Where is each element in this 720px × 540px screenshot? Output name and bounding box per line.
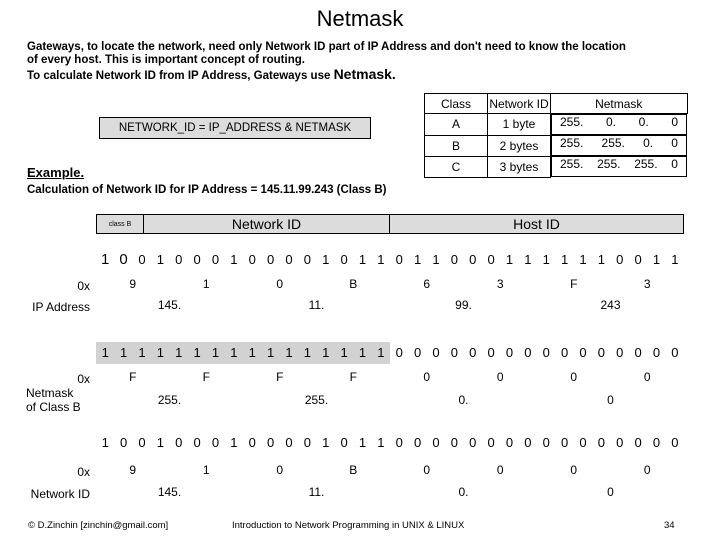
bit: 0	[175, 435, 183, 450]
hex-digit: 0	[276, 277, 284, 291]
mask-hex-row	[96, 370, 684, 386]
page-number: 34	[664, 520, 675, 531]
bit: 0	[671, 435, 679, 450]
bit: 0	[119, 251, 128, 268]
bit: 1	[579, 252, 587, 267]
header-class: Class	[425, 94, 488, 114]
bit: 0	[266, 252, 275, 267]
mask-octet: 255.	[560, 157, 584, 171]
hex-digit: 0	[643, 370, 651, 384]
network-id-cell: 3 bytes	[488, 156, 551, 177]
bit: 0	[303, 435, 311, 450]
bit: 0	[395, 252, 403, 267]
bit: 0	[119, 435, 128, 450]
bit: 1	[156, 435, 164, 450]
mask-octet: 0	[671, 115, 678, 129]
mask-octet: 255.	[601, 136, 625, 150]
bit: 1	[230, 252, 238, 267]
class-tag: class B	[96, 214, 144, 234]
hex-digit: F	[570, 277, 578, 291]
intro-netmask-word: Netmask.	[333, 66, 396, 82]
class-cell: C	[425, 156, 488, 177]
bit: 0	[487, 252, 495, 267]
host-id-field: Host ID	[390, 214, 684, 234]
bit: 1	[413, 252, 422, 267]
bit: 0	[524, 345, 532, 360]
bit: 1	[261, 342, 279, 364]
bit: 0	[616, 435, 624, 450]
formula-box: NETWORK_ID = IP_ADDRESS & NETMASK	[99, 117, 371, 139]
bit: 0	[193, 435, 201, 450]
bit: 0	[560, 345, 569, 360]
bit: 1	[156, 252, 164, 267]
bit: 0	[542, 435, 550, 450]
network-id-cell: 1 byte	[488, 114, 551, 136]
bit: 1	[353, 342, 371, 364]
decimal-octet: 145.	[157, 485, 182, 499]
hex-digit: 0	[643, 463, 651, 477]
hex-digit: 0	[496, 463, 504, 477]
footer-course: Introduction to Network Programming in UNIX & LINUX	[232, 520, 465, 531]
decimal-octet: 11.	[308, 298, 325, 312]
ip-hex-prefix: 0x	[77, 279, 90, 293]
intro-line-2: of every host. This is important concept of routing.	[27, 54, 305, 66]
hex-digit: 0	[570, 370, 578, 384]
network-id-field: Network ID	[144, 214, 390, 234]
ip-bits	[96, 249, 684, 271]
netid-bits-row	[96, 432, 684, 454]
hex-digit: 1	[202, 463, 210, 477]
hex-digit: B	[349, 277, 358, 291]
bit: 0	[432, 435, 440, 450]
bit: 1	[133, 342, 151, 364]
class-row-b	[425, 135, 688, 156]
netmask-class-label: of Class B	[26, 400, 81, 414]
bit: 0	[616, 252, 624, 267]
bit: 0	[652, 345, 661, 360]
bit: 1	[335, 342, 353, 364]
decimal-octet: 0.	[458, 485, 469, 499]
bit: 0	[248, 252, 256, 267]
bit: 1	[298, 342, 316, 364]
bit: 1	[372, 342, 390, 364]
bit: 0	[634, 345, 642, 360]
page-title: Netmask	[316, 6, 404, 31]
footer-author: © D.Zinchin [zinchin@gmail.com]	[28, 520, 169, 531]
mask-octet: 255.	[597, 157, 621, 171]
header-network-id: Network ID	[488, 94, 551, 114]
bit: 0	[579, 435, 587, 450]
bit: 0	[340, 252, 348, 267]
bit: 0	[579, 345, 587, 360]
hex-digit: F	[129, 370, 137, 384]
bit: 0	[542, 345, 550, 360]
decimal-octet: 145.	[157, 298, 182, 312]
bit: 1	[151, 342, 169, 364]
bit: 0	[248, 435, 256, 450]
hex-digit: 9	[129, 277, 137, 291]
class-cell: B	[425, 135, 488, 156]
class-table-header	[425, 94, 688, 114]
bit: 1	[101, 251, 110, 268]
hex-digit: F	[349, 370, 357, 384]
bit: 1	[317, 342, 335, 364]
bit: 0	[505, 435, 514, 450]
netmask-cell	[551, 114, 687, 135]
bit: 0	[395, 435, 403, 450]
mask-hex-prefix: 0x	[77, 372, 90, 386]
mask-decimal-row	[96, 393, 684, 409]
ip-address-label: IP Address	[32, 300, 90, 314]
bit: 0	[634, 252, 642, 267]
hex-digit: 0	[496, 370, 504, 384]
bit: 0	[634, 435, 642, 450]
bit: 1	[652, 252, 661, 267]
mask-octet: 0.	[643, 136, 654, 150]
bit: 1	[560, 252, 569, 267]
decimal-octet: 0	[607, 485, 614, 499]
bit: 1	[188, 342, 206, 364]
bit: 0	[138, 435, 146, 450]
mask-octet: 255.	[560, 115, 584, 129]
bit: 0	[487, 345, 495, 360]
bit: 0	[450, 435, 458, 450]
hex-digit: 0	[423, 370, 431, 384]
decimal-octet: 255.	[157, 393, 182, 407]
hex-digit: 0	[276, 463, 284, 477]
bit: 1	[96, 342, 114, 364]
netid-hex-row	[96, 463, 684, 479]
bit: 0	[285, 435, 293, 450]
hex-digit: B	[349, 463, 358, 477]
ip-hex-row	[96, 277, 684, 293]
bit: 0	[395, 345, 403, 360]
bit: 1	[377, 252, 385, 267]
bit: 0	[597, 435, 605, 450]
bit: 1	[322, 252, 330, 267]
network-id-label: Network ID	[30, 487, 90, 501]
mask-octet: 0	[671, 136, 678, 150]
bit: 0	[469, 252, 477, 267]
network-id-cell: 2 bytes	[488, 135, 551, 156]
example-heading: Example.	[27, 165, 85, 180]
bit: 0	[413, 345, 422, 360]
bit: 1	[225, 342, 243, 364]
netmask-cell	[551, 156, 687, 177]
netid-bits	[96, 432, 684, 454]
bit: 1	[101, 435, 109, 450]
header-netmask: Netmask	[551, 94, 688, 114]
bit: 0	[616, 345, 624, 360]
bit: 1	[597, 252, 605, 267]
bit: 0	[340, 435, 348, 450]
bit: 1	[206, 342, 224, 364]
bit: 1	[505, 252, 514, 267]
bit: 0	[285, 252, 293, 267]
hex-digit: 1	[202, 277, 210, 291]
bit: 0	[505, 345, 514, 360]
mask-octet: 255.	[560, 136, 584, 150]
bit: 0	[211, 252, 220, 267]
bit: 1	[358, 252, 367, 267]
bit: 0	[671, 345, 679, 360]
class-row-c	[425, 156, 688, 177]
netmask-label: Netmask	[26, 386, 74, 400]
hex-digit: 3	[643, 277, 651, 291]
bit: 0	[211, 435, 220, 450]
mask-octet: 255.	[634, 157, 658, 171]
mask-bits	[96, 342, 684, 364]
bit: 1	[322, 435, 330, 450]
hex-digit: 0	[570, 463, 578, 477]
hex-digit: F	[276, 370, 284, 384]
ip-bits-row	[96, 249, 684, 271]
bit: 0	[469, 345, 477, 360]
hex-digit: 9	[129, 463, 137, 477]
bit: 0	[469, 435, 477, 450]
bit: 1	[524, 252, 532, 267]
netid-hex-prefix: 0x	[77, 465, 90, 479]
decimal-octet: 0.	[458, 393, 469, 407]
bit: 0	[303, 252, 311, 267]
class-row-a	[425, 114, 688, 136]
mask-bits-row	[96, 342, 684, 364]
bit: 0	[432, 345, 440, 360]
bit: 0	[266, 435, 275, 450]
class-table	[424, 93, 688, 178]
bit: 1	[114, 342, 132, 364]
decimal-octet: 99.	[455, 298, 472, 312]
bit: 0	[652, 435, 661, 450]
decimal-octet: 243	[600, 298, 621, 312]
intro-line-3	[27, 66, 396, 82]
bit: 0	[560, 435, 569, 450]
bit: 1	[432, 252, 440, 267]
bit: 1	[170, 342, 188, 364]
bit: 0	[193, 252, 201, 267]
netid-decimal-row	[96, 485, 684, 501]
bit: 0	[597, 345, 605, 360]
bit: 1	[230, 435, 238, 450]
bit: 0	[138, 252, 146, 267]
bit: 1	[358, 435, 367, 450]
bit: 1	[671, 252, 679, 267]
bit: 1	[243, 342, 261, 364]
hex-digit: F	[202, 370, 210, 384]
intro-line-3-text: To calculate Network ID from IP Address, Gateways use	[27, 70, 334, 82]
decimal-octet: 255.	[304, 393, 329, 407]
decimal-octet: 11.	[308, 485, 325, 499]
class-cell: A	[425, 114, 488, 136]
decimal-octet: 0	[607, 393, 614, 407]
mask-octet: 0.	[606, 115, 617, 129]
bit: 0	[175, 252, 183, 267]
ip-decimal-row	[96, 298, 684, 314]
intro-line-1: Gateways, to locate the network, need only Network ID part of IP Address and don't need to know the location	[27, 41, 626, 53]
bit: 0	[524, 435, 532, 450]
netmask-cell	[551, 135, 687, 156]
bit: 1	[280, 342, 298, 364]
bit: 0	[450, 252, 458, 267]
mask-octet: 0.	[638, 115, 649, 129]
bit: 0	[450, 345, 458, 360]
bit: 0	[413, 435, 422, 450]
hex-digit: 6	[423, 277, 431, 291]
bit: 1	[377, 435, 385, 450]
bit: 0	[487, 435, 495, 450]
bit: 1	[542, 252, 550, 267]
mask-octet: 0	[671, 157, 678, 171]
hex-digit: 0	[423, 463, 431, 477]
field-header	[96, 214, 684, 236]
hex-digit: 3	[496, 277, 504, 291]
example-text: Calculation of Network ID for IP Address = 145.11.99.243 (Class B)	[27, 184, 387, 196]
